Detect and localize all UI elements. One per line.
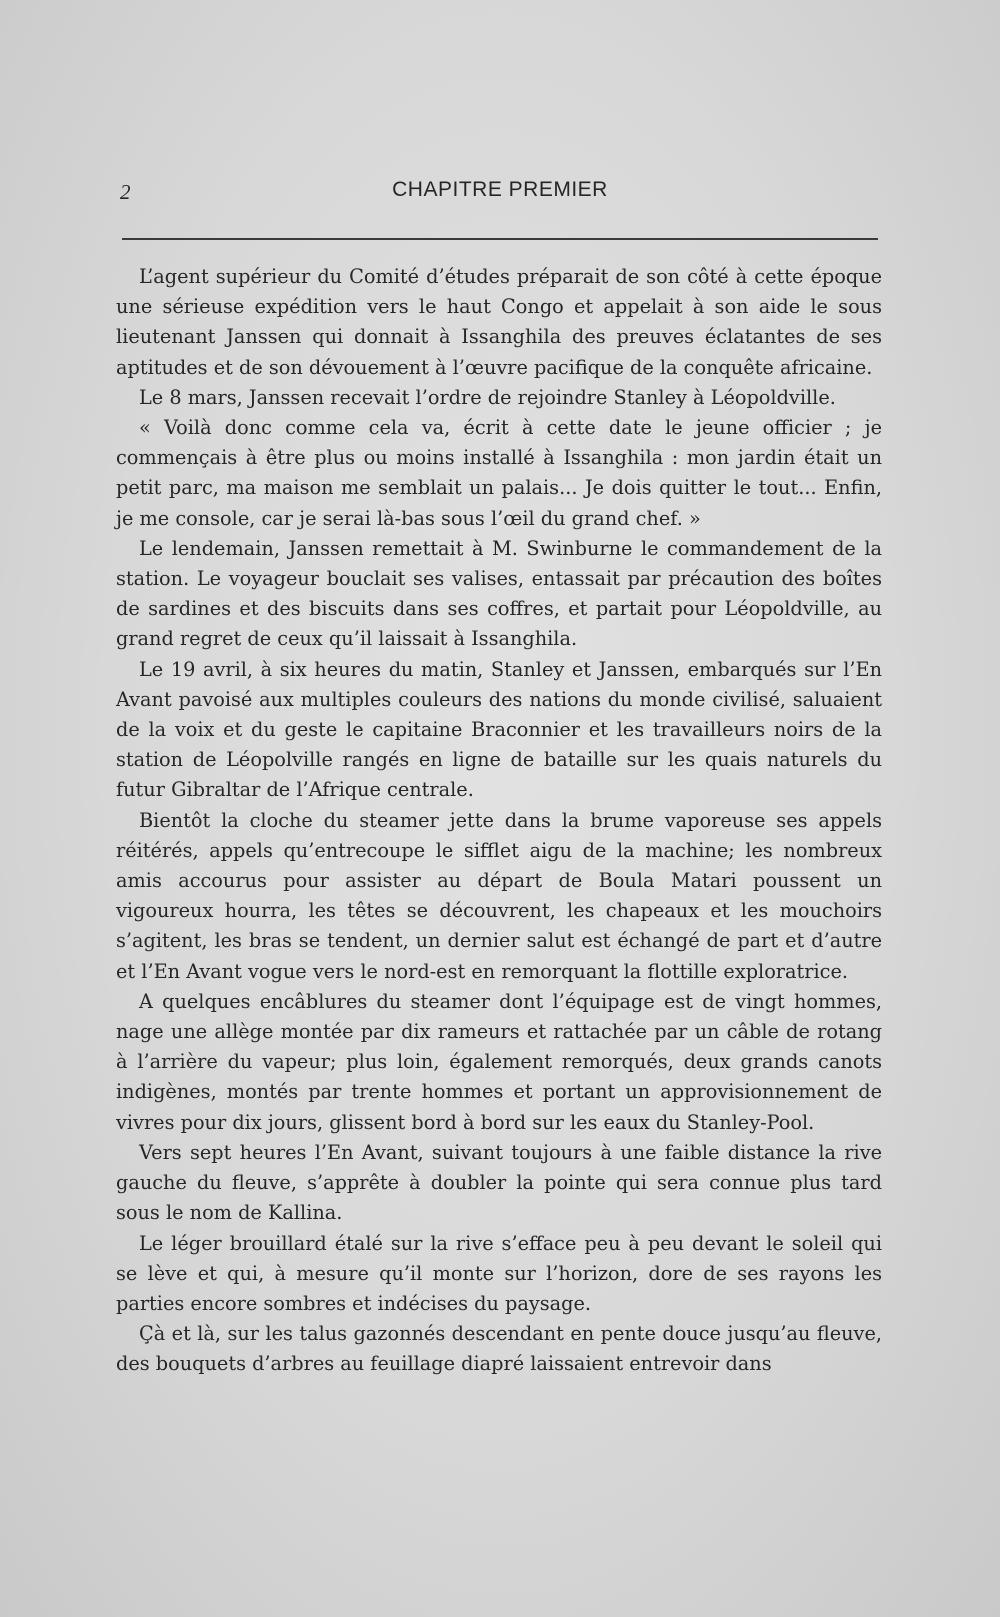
- paragraph: Le léger brouillard étalé sur la rive s’efface peu à peu devant le soleil qui se lève et qui, à mesure qu’il monte sur l’horizon, dore de ses rayons les parties encore sombres et indécises du paysage.: [116, 1231, 882, 1315]
- paragraph: Çà et là, sur les talus gazonnés descendant en pente douce jusqu’au fleuve, des bouquets d’arbres au feuillage diapré laissaient entrevoir dans: [116, 1322, 882, 1376]
- body-text: [116, 262, 882, 1380]
- running-head: CHAPITRE PREMIER: [392, 178, 608, 201]
- header-rule: [122, 238, 878, 240]
- paragraph: L’agent supérieur du Comité d’études préparait de son côté à cette époque une sérieuse expédition vers le haut Congo et appelait à son aide le sous lieutenant Janssen qui donnait à Issanghila des preuves éclatantes de ses aptitudes et de son dévouement à l’œuvre pacifique de la conquête africaine.: [116, 265, 882, 379]
- paragraph: A quelques encâblures du steamer dont l’équipage est de vingt hommes, nage une allège montée par dix rameurs et rattachée par un câble de rotang à l’arrière du vapeur; plus loin, également remorqués, deux grands canots indigènes, montés par trente hommes et portant un approvisionnement de vivres pour dix jours, glissent bord à bord sur les eaux du Stanley-Pool.: [116, 989, 882, 1134]
- paragraph: Le 19 avril, à six heures du matin, Stanley et Janssen, embarqués sur l’En Avant pavoisé aux multiples couleurs des nations du monde civilisé, saluaient de la voix et du geste le capitaine Braconnier et les travailleurs noirs de la station de Léopolville rangés en ligne de bataille sur les quais naturels du futur Gibraltar de l’Afrique centrale.: [116, 657, 882, 802]
- paragraph: Bientôt la cloche du steamer jette dans la brume vaporeuse ses appels réitérés, appels qu’entrecoupe le sifflet aigu de la machine; les nombreux amis accourus pour assister au départ de Boula Matari poussent un vigoureux hourra, les têtes se découvrent, les chapeaux et les mouchoirs s’agitent, les bras se tendent, un dernier salut est échangé de part et d’autre et l’En Avant vogue vers le nord-est en remorquant la flottille exploratrice.: [116, 808, 882, 983]
- paragraph: Vers sept heures l’En Avant, suivant toujours à une faible distance la rive gauche du fleuve, s’apprête à doubler la pointe qui sera connue plus tard sous le nom de Kallina.: [116, 1140, 882, 1225]
- page-number: 2: [120, 180, 131, 204]
- paragraph: « Voilà donc comme cela va, écrit à cette date le jeune officier ; je commençais à être plus ou moins installé à Issanghila : mon jardin était un petit parc, ma maison me semblait un palais... Je dois quitter le tout... Enfin, je me console, car je serai là-bas sous l’œil du grand chef. »: [116, 416, 882, 530]
- paragraph: Le lendemain, Janssen remettait à M. Swinburne le commandement de la station. Le voyageur bouclait ses valises, entassait par précaution des boîtes de sardines et des biscuits dans ses coffres, et partait pour Léopoldville, au grand regret de ceux qu’il laissait à Issanghila.: [116, 536, 882, 651]
- paragraph: Le 8 mars, Janssen recevait l’ordre de rejoindre Stanley à Léopoldville.: [139, 385, 836, 409]
